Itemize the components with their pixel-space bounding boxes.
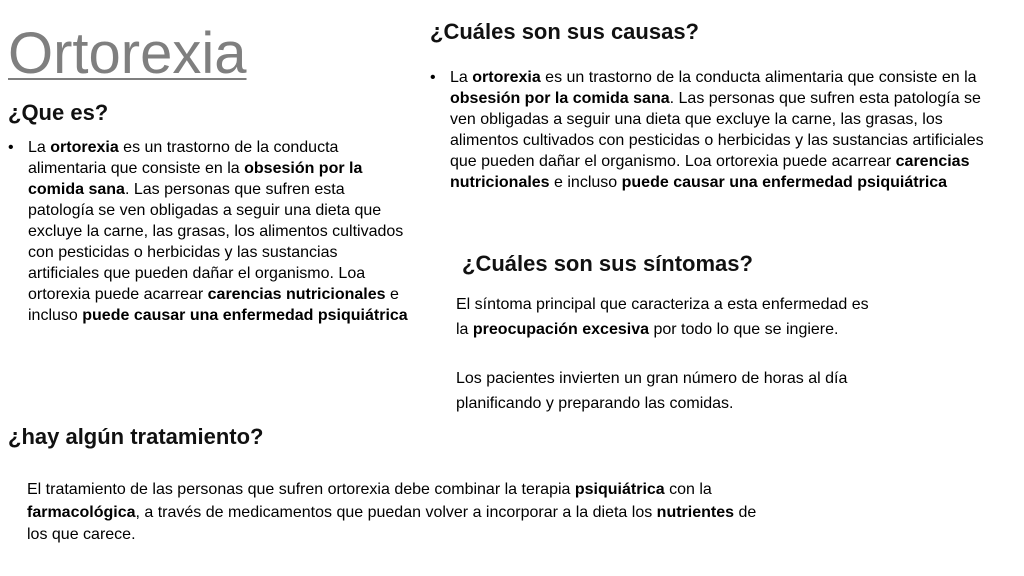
tratamiento-text: El tratamiento de las personas que sufren ortorexia debe combinar la terapia psiquiátrica con la farmacológica, a través de medicamentos que puedan volver a incorporar a la dieta los nutrientes de los que carece.: [27, 481, 757, 543]
page-title: Ortorexia: [8, 21, 247, 86]
tratamiento-heading: ¿hay algún tratamiento?: [8, 424, 264, 449]
causas-bullet-item: [430, 67, 1002, 193]
bullet-icon: •: [8, 139, 14, 156]
que-es-heading: ¿Que es?: [8, 100, 109, 125]
sintomas-heading: ¿Cuáles son sus síntomas?: [462, 251, 753, 276]
bullet-icon: •: [430, 69, 436, 86]
sintomas-text: El síntoma principal que caracteriza a esta enfermedad es la preocupación excesiva por todo lo que se ingiere.: [456, 296, 869, 338]
que-es-text: La ortorexia es un trastorno de la conducta alimentaria que consiste en la obsesión por la comida sana. Las personas que sufren esta patología se ven obligadas a seguir una dieta que excluye la carne, las grasas, los alimentos cultivados con pesticidas o herbicidas y las sustancias artificiales que pueden dañar el organismo. Loa ortorexia puede acarrear carencias nutricionales e incluso puede causar una enfermedad psiquiátrica: [28, 139, 408, 324]
causas-text: La ortorexia es un trastorno de la conducta alimentaria que consiste en la obsesión por la comida sana. Las personas que sufren esta patología se ven obligadas a seguir una dieta que excluye la carne, las grasas, los alimentos cultivados con pesticidas o herbicidas y las sustancias artificiales que pueden dañar el organismo. Loa ortorexia puede acarrear carencias nutricionales e incluso puede causar una enfermedad psiquiátrica: [450, 69, 984, 191]
causas-heading: ¿Cuáles son sus causas?: [430, 19, 699, 44]
sintomas-text-2: Los pacientes invierten un gran número de horas al día planificando y preparando las comidas.: [456, 370, 848, 412]
que-es-bullet-item: [8, 137, 408, 326]
